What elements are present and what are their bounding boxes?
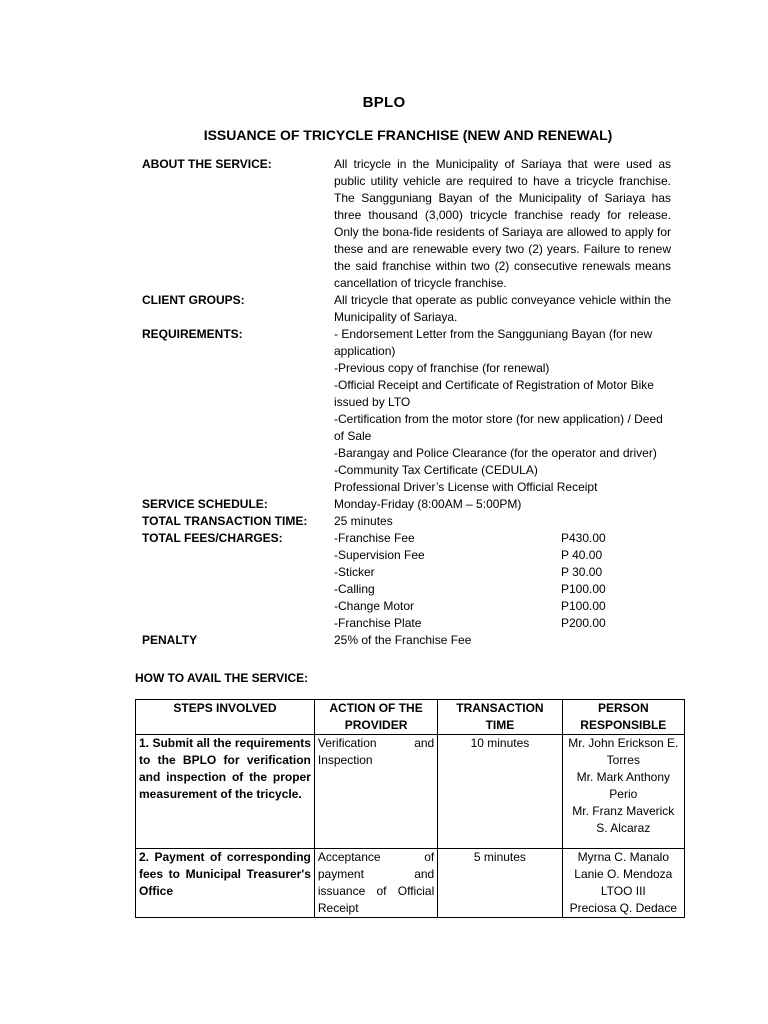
schedule-row — [142, 496, 682, 513]
fee-amount: P100.00 — [561, 599, 606, 613]
requirement-item: -Barangay and Police Clearance (for the operator and driver) — [334, 446, 657, 460]
step-cell: 1. Submit all the requirements to the BPLO for verification and inspection of the proper measurement of the tricycle. — [136, 735, 315, 849]
steps-table — [135, 699, 685, 918]
requirement-item: -Community Tax Certificate (CEDULA) — [334, 463, 538, 477]
fee-item — [334, 530, 671, 547]
penalty-row — [142, 632, 682, 649]
person-name: Myrna C. Manalo — [577, 850, 669, 864]
penalty-text: 25% of the Franchise Fee — [334, 633, 472, 647]
requirements-label: REQUIREMENTS: — [142, 327, 243, 341]
fee-item — [334, 564, 671, 581]
person-name: Preciosa Q. Dedace — [569, 901, 677, 915]
step-cell: 2. Payment of corresponding fees to Municipal Treasurer's Office — [136, 849, 315, 918]
fee-name: -Calling — [334, 582, 375, 596]
schedule-text: Monday-Friday (8:00AM – 5:00PM) — [334, 497, 522, 511]
fee-amount: P200.00 — [561, 616, 606, 630]
header-steps: STEPS INVOLVED — [136, 700, 315, 735]
requirements-row — [142, 326, 682, 496]
person-name: LTOO III — [600, 884, 646, 898]
client-groups-text: All tricycle that operate as public conveyance vehicle within the Municipality of Sariaya. — [334, 293, 671, 324]
requirement-item: -Previous copy of franchise (for renewal) — [334, 361, 550, 375]
penalty-label: PENALTY — [142, 633, 198, 647]
transaction-time-text: 25 minutes — [334, 514, 393, 528]
fee-item — [334, 598, 671, 615]
fee-name: -Change Motor — [334, 599, 415, 613]
requirements-list — [334, 326, 671, 496]
fee-amount: P430.00 — [561, 531, 606, 545]
time-cell: 10 minutes — [438, 735, 562, 849]
fees-row — [142, 530, 682, 632]
header-action: ACTION OF THE PROVIDER — [314, 700, 437, 735]
table-row — [136, 849, 685, 918]
requirement-item: - Endorsement Letter from the Sangguniang Bayan (for new application) — [334, 327, 653, 358]
fee-item — [334, 581, 671, 598]
table-row — [136, 735, 685, 849]
time-cell: 5 minutes — [438, 849, 562, 918]
transaction-time-label: TOTAL TRANSACTION TIME: — [142, 514, 308, 528]
fee-name: -Franchise Plate — [334, 616, 422, 630]
fee-item — [334, 547, 671, 564]
fee-name: -Supervision Fee — [334, 548, 425, 562]
requirement-item: -Certification from the motor store (for new application) / Deed of Sale — [334, 412, 663, 443]
fee-name: -Franchise Fee — [334, 531, 415, 545]
about-text: All tricycle in the Municipality of Sariaya that were used as public utility vehicle are required to have a tricycle franchise. The Sangguniang Bayan of the Municipality of Sariaya has three thousand (3,000) tricycle franchise ready for release. Only the bona-fide residents of Sariaya are allowed to apply for these and are renewable every two (2) years. Failure to renew the said franchise within two (2) consecutive renewals means cancellation of tricycle franchise. — [334, 157, 671, 290]
person-name: Mr. Mark Anthony Perio — [576, 770, 670, 801]
requirement-item: Professional Driver’s License with Official Receipt — [334, 480, 598, 494]
about-label: ABOUT THE SERVICE: — [142, 157, 272, 171]
transaction-time-row — [142, 513, 682, 530]
fee-item — [334, 615, 671, 632]
person-name: Lanie O. Mendoza — [574, 867, 673, 881]
header-time: TRANSACTION TIME — [438, 700, 562, 735]
about-row — [142, 156, 682, 292]
person-cell — [562, 849, 684, 918]
fee-amount: P100.00 — [561, 582, 606, 596]
fee-name: -Sticker — [334, 565, 375, 579]
person-name: Mr. Franz Maverick S. Alcaraz — [572, 804, 675, 835]
action-cell: Verification and Inspection — [314, 735, 437, 849]
requirement-item: -Official Receipt and Certificate of Registration of Motor Bike issued by LTO — [334, 378, 654, 409]
header-person: PERSON RESPONSIBLE — [562, 700, 684, 735]
fees-list — [334, 530, 671, 632]
schedule-label: SERVICE SCHEDULE: — [142, 497, 268, 511]
client-groups-row — [142, 292, 682, 326]
client-groups-label: CLIENT GROUPS: — [142, 293, 245, 307]
action-cell: Acceptance of payment and issuance of Official Receipt — [314, 849, 437, 918]
fee-amount: P 40.00 — [561, 548, 603, 562]
person-cell — [562, 735, 684, 849]
page-title: BPLO — [362, 94, 406, 111]
fee-amount: P 30.00 — [561, 565, 603, 579]
how-to-heading: HOW TO AVAIL THE SERVICE: — [135, 671, 309, 685]
page-subtitle: ISSUANCE OF TRICYCLE FRANCHISE (NEW AND RENEWAL) — [203, 127, 613, 143]
person-name: Mr. John Erickson E. Torres — [568, 736, 679, 767]
table-header-row — [136, 700, 685, 735]
service-info — [142, 156, 682, 649]
fees-label: TOTAL FEES/CHARGES: — [142, 531, 283, 545]
